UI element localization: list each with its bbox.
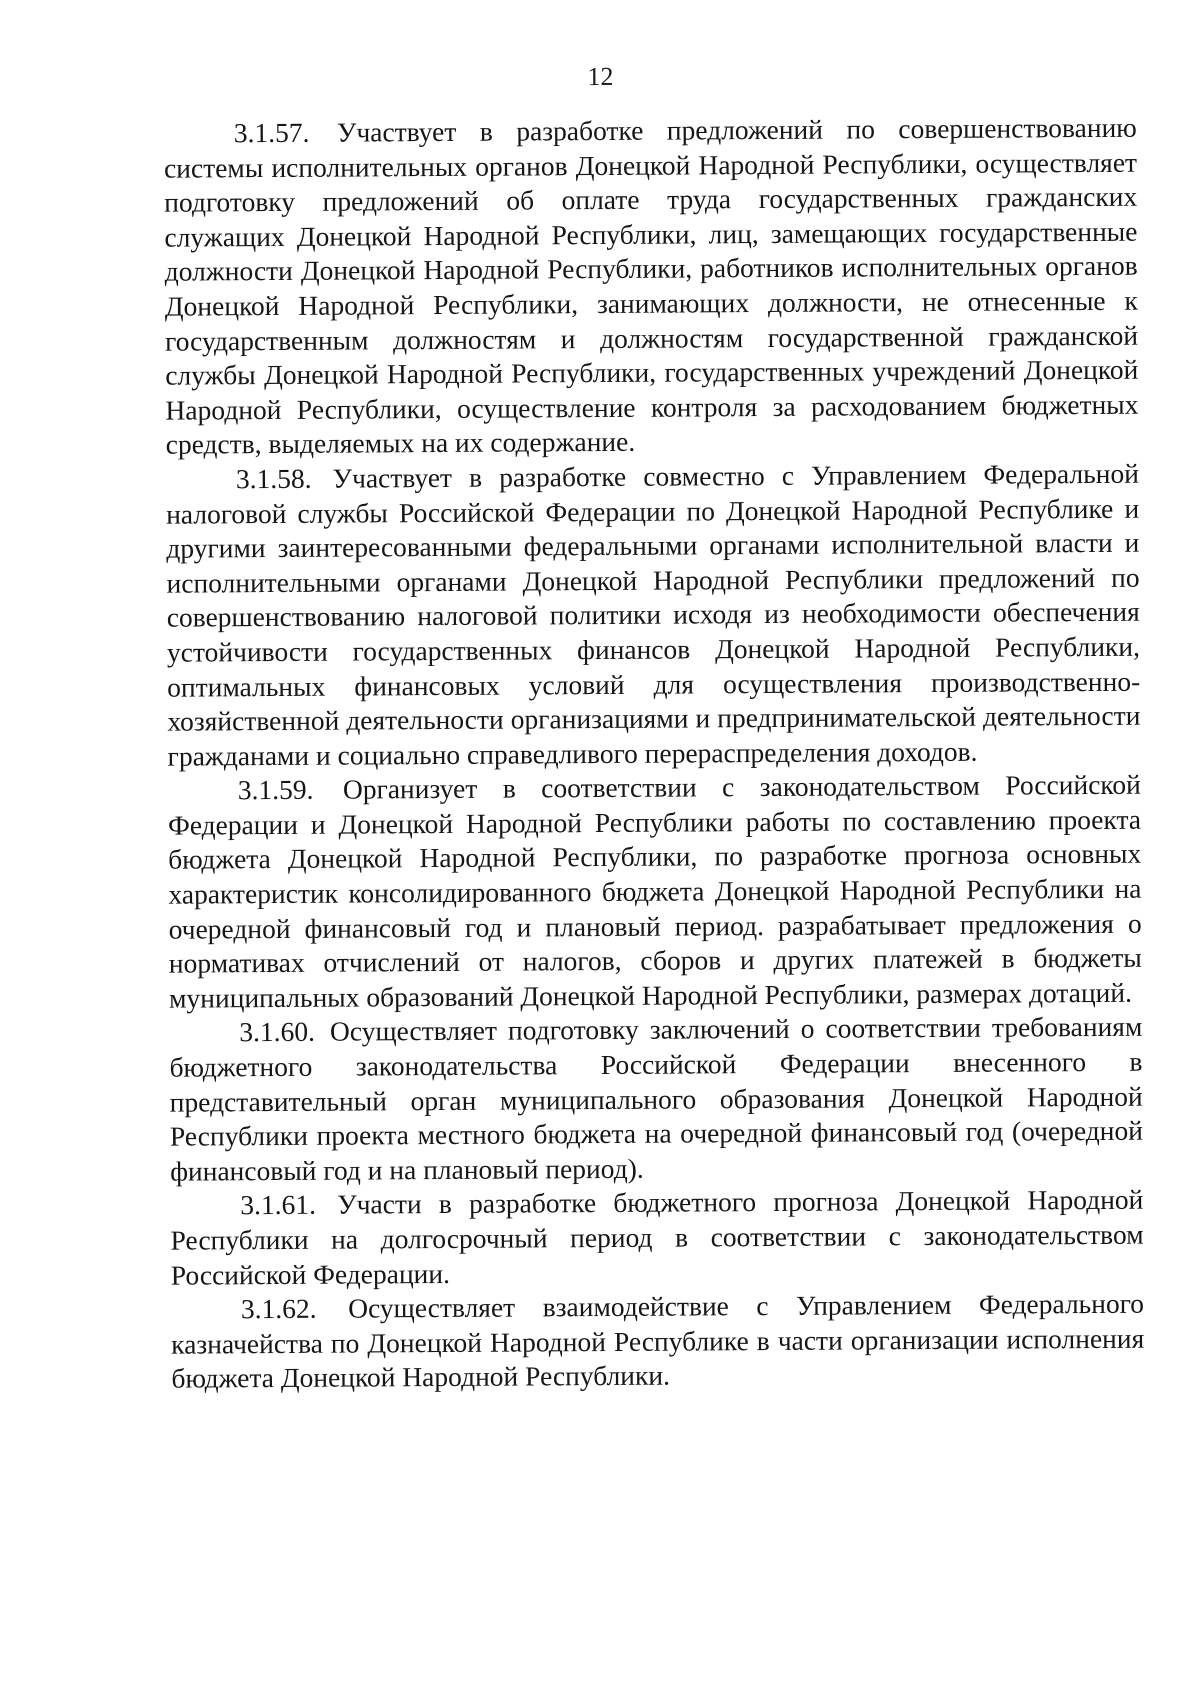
paragraph-text: Осуществляет подготовку заключений о соответствии требованиям бюджетного законодательства Российской Федерации внесенного в представительный орган муниципального образования Донецкой Народной Республики проекта местного бюджета на очередной финансовый год (очередной финансовый год и на плановый период). [169, 1011, 1144, 1187]
paragraph-text: Участвует в разработке предложений по совершенствованию системы исполнительных органов Донецкой Народной Республики, осуществляет подготовку предложений об оплате труда государственных гражданских служащих Донецкой Народной Республики, лиц, замещающих государственные должности Донецкой Народной Республики, работников исполнительных органов Донецкой Народной Республики, занимающих должности, не отнесенные к государственным должностям и должностям государственной гражданской службы Донецкой Народной Республики, государственных учреждений Донецкой Народной Республики, осуществление контроля за расходованием бюджетных средств, выделяемых на их содержание. [163, 111, 1139, 461]
paragraph-text: Участи в разработке бюджетного прогноза Донецкой Народной Республики на долгосрочный период в соответствии с законодательством Российской Федерации. [170, 1184, 1144, 1291]
paragraph-3-1-58 [166, 457, 1141, 774]
paragraph-3-1-62 [171, 1287, 1145, 1397]
page-number: 12 [587, 61, 614, 92]
paragraph-text: Организует в соответствии с законодательством Российской Федерации и Донецкой Народной Республики работы по составлению проекта бюджета Донецкой Народной Республики, по разработке прогноза основных характеристик консолидированного бюджета Донецкой Народной Республики на очередной финансовый год и плановый период. разрабатывает предложения о нормативах отчислений от налогов, сборов и других платежей в бюджеты муниципальных образований Донецкой Народной Республики, размерах дотаций. [167, 768, 1142, 1014]
paragraph-number: 3.1.58. [235, 462, 312, 495]
paragraph-3-1-61 [170, 1183, 1144, 1293]
paragraph-number: 3.1.62. [240, 1292, 317, 1325]
paragraph-text: Участвует в разработке совместно с Управлением Федеральной налоговой службы Российской Федерации по Донецкой Народной Республике и другими заинтересованными федеральными органами исполнительной власти и исполнительными органами Донецкой Народной Республики предложений по совершенствованию налоговой политики исходя из необходимости обеспечения устойчивости государственных финансов Донецкой Народной Республики, оптимальных финансовых условий для осуществления производственно-хозяйственной деятельности организациями и предпринимательской деятельности гражданами и социально справедливого перераспределения доходов. [166, 457, 1141, 772]
paragraph-3-1-57 [164, 111, 1139, 463]
paragraph-3-1-60 [169, 1010, 1143, 1189]
paragraph-3-1-59 [168, 768, 1142, 1016]
paragraph-number: 3.1.59. [237, 774, 314, 806]
paragraph-number: 3.1.60. [239, 1016, 316, 1048]
paragraph-number: 3.1.61. [240, 1189, 317, 1221]
document-body [164, 111, 1145, 1397]
paragraph-number: 3.1.57. [233, 116, 310, 149]
paragraph-text: Осуществляет взаимодействие с Управлением Федерального казначейства по Донецкой Народной Республике в части организации исполнения бюджета Донецкой Народной Республики. [171, 1287, 1145, 1395]
